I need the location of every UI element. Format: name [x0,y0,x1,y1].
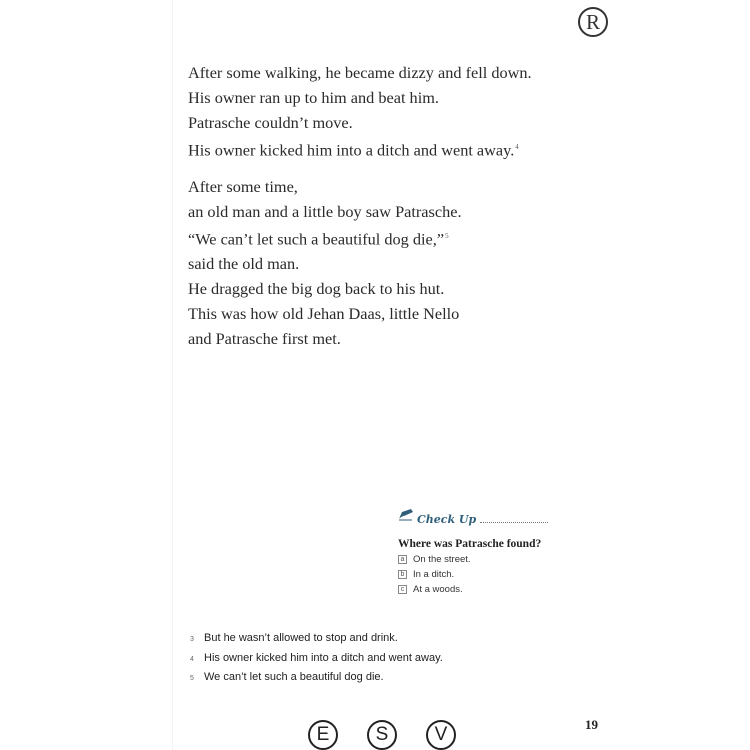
option-letter: a [398,555,407,564]
answer-option[interactable] [398,554,548,565]
story-line-text: “We can’t let such a beautiful dog die,” [188,229,445,249]
footnote [190,652,443,672]
check-up-question: Where was Patrasche found? [398,538,542,550]
story-line: His owner ran up to him and beat him. [188,88,439,107]
footnote-marker: 5 [445,232,449,240]
dotted-rule [480,522,548,523]
corner-r-badge: R [578,7,608,37]
level-badges [308,720,485,750]
badge-e[interactable]: E [308,720,338,750]
story-line: After some time, [188,177,298,196]
page-number: 19 [585,717,598,732]
footnote-number: 3 [190,636,194,643]
option-letter: b [398,570,407,579]
pencil-icon [398,508,414,526]
footnote [190,632,443,652]
story-line: an old man and a little boy saw Patrasche. [188,202,462,221]
footnote-text: His owner kicked him into a ditch and went away. [204,651,443,664]
answer-option[interactable] [398,584,548,595]
story-line: Patrasche couldn’t move. [188,113,353,132]
option-letter: c [398,585,407,594]
story-line-text: His owner kicked him into a ditch and went away. [188,140,515,160]
story-line: After some walking, he became dizzy and fell down. [188,63,532,82]
story-line: He dragged the big dog back to his hut. [188,279,445,299]
footnote [190,671,443,691]
footnote-marker: 4 [515,143,519,151]
footnotes [190,632,443,691]
badge-v[interactable]: V [426,720,456,750]
footnote-text: But he wasn’t allowed to stop and drink. [204,632,398,644]
check-up-box [398,508,548,595]
footnote-number: 4 [190,655,194,663]
stanza-2 [188,174,462,351]
footnote-text: We can’t let such a beautiful dog die. [204,671,384,683]
answer-option[interactable] [398,569,548,580]
story-line: and Patrasche first met. [188,329,341,349]
story-line: said the old man. [188,254,300,274]
check-up-header [398,508,548,526]
stanza-1 [188,60,532,162]
option-text: In a ditch. [413,569,455,580]
badge-s[interactable]: S [367,720,397,750]
footnote-number: 5 [190,675,194,682]
story-line [188,224,462,251]
page-edge [172,0,173,750]
option-text: On the street. [413,554,471,565]
story-line: This was how old Jehan Daas, little Nello [188,304,460,324]
story-line [188,135,532,162]
check-up-title: Check Up [417,513,477,526]
option-text: At a woods. [413,584,463,595]
